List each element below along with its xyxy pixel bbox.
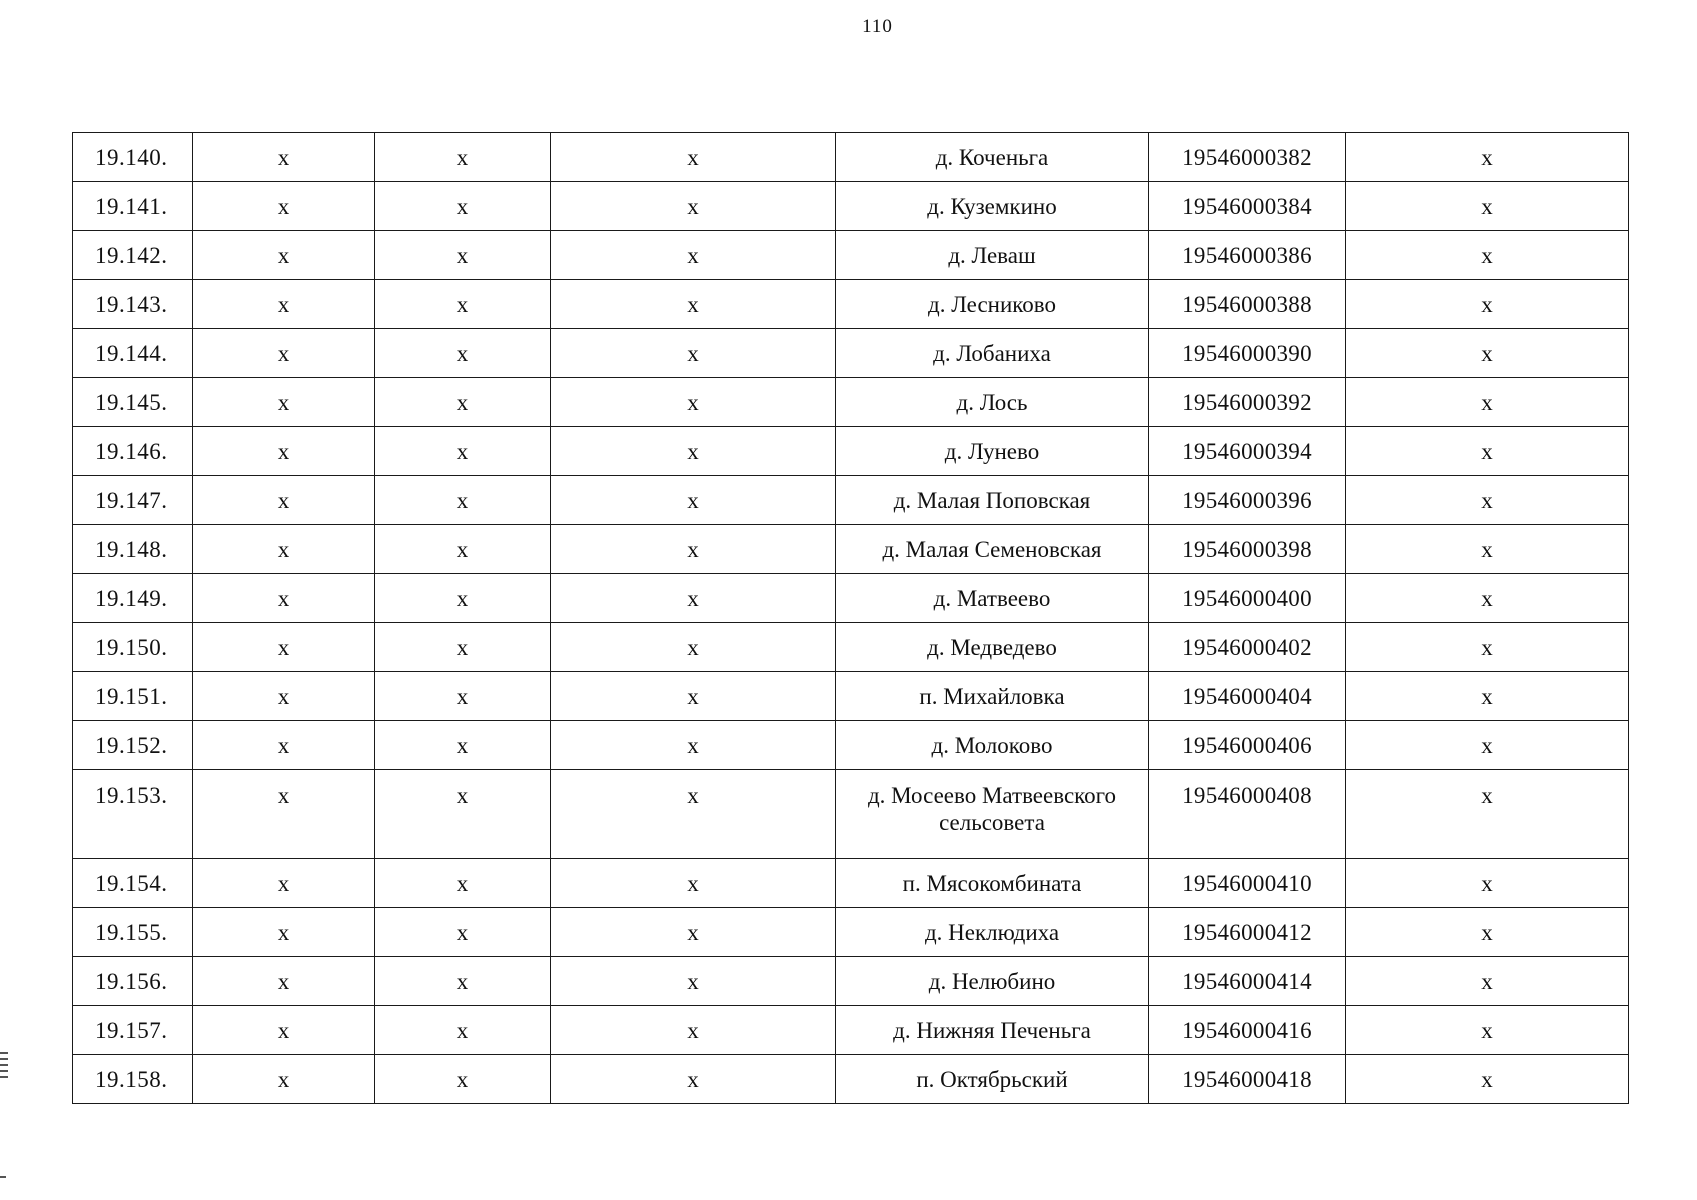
row-number-cell: 19.140.: [73, 133, 193, 182]
column-4-cell: x: [551, 574, 836, 623]
column-4-cell: x: [551, 1006, 836, 1055]
settlement-name-cell: д. Медведево: [836, 623, 1149, 672]
column-7-cell: x: [1346, 957, 1629, 1006]
oktmo-code-cell: 19546000396: [1149, 476, 1346, 525]
table-row: [73, 476, 1629, 525]
column-3-cell: x: [375, 329, 551, 378]
column-7-cell: x: [1346, 623, 1629, 672]
column-3-cell: x: [375, 525, 551, 574]
page-number: 110: [862, 16, 893, 37]
oktmo-code-cell: 19546000418: [1149, 1055, 1346, 1104]
table-row: [73, 574, 1629, 623]
settlements-table: [72, 132, 1629, 1104]
column-4-cell: x: [551, 378, 836, 427]
column-3-cell: x: [375, 623, 551, 672]
settlement-name-cell: д. Лось: [836, 378, 1149, 427]
row-number-cell: 19.152.: [73, 721, 193, 770]
oktmo-code-cell: 19546000388: [1149, 280, 1346, 329]
column-7-cell: x: [1346, 231, 1629, 280]
scan-edge-dash: [0, 1176, 6, 1178]
column-7-cell: x: [1346, 329, 1629, 378]
table-row: [73, 133, 1629, 182]
column-7-cell: x: [1346, 1055, 1629, 1104]
column-4-cell: x: [551, 859, 836, 908]
row-number-cell: 19.144.: [73, 329, 193, 378]
column-4-cell: x: [551, 770, 836, 859]
column-4-cell: x: [551, 1055, 836, 1104]
settlement-name-cell: д. Коченьга: [836, 133, 1149, 182]
oktmo-code-cell: 19546000392: [1149, 378, 1346, 427]
table-row: [73, 770, 1629, 859]
column-4-cell: x: [551, 672, 836, 721]
table-row: [73, 908, 1629, 957]
row-number-cell: 19.150.: [73, 623, 193, 672]
oktmo-code-cell: 19546000398: [1149, 525, 1346, 574]
row-number-cell: 19.158.: [73, 1055, 193, 1104]
row-number-cell: 19.156.: [73, 957, 193, 1006]
column-2-cell: x: [193, 133, 375, 182]
column-3-cell: x: [375, 476, 551, 525]
oktmo-code-cell: 19546000382: [1149, 133, 1346, 182]
row-number-cell: 19.146.: [73, 427, 193, 476]
column-4-cell: x: [551, 957, 836, 1006]
column-7-cell: x: [1346, 133, 1629, 182]
column-7-cell: x: [1346, 378, 1629, 427]
settlement-name-cell: д. Лобаниха: [836, 329, 1149, 378]
column-2-cell: x: [193, 1055, 375, 1104]
column-3-cell: x: [375, 770, 551, 859]
column-3-cell: x: [375, 182, 551, 231]
column-4-cell: x: [551, 721, 836, 770]
table-row: [73, 378, 1629, 427]
table-row: [73, 672, 1629, 721]
column-3-cell: x: [375, 859, 551, 908]
row-number-cell: 19.142.: [73, 231, 193, 280]
row-number-cell: 19.141.: [73, 182, 193, 231]
oktmo-code-cell: 19546000384: [1149, 182, 1346, 231]
table-row: [73, 182, 1629, 231]
column-3-cell: x: [375, 231, 551, 280]
settlement-name-cell: д. Неклюдиха: [836, 908, 1149, 957]
settlement-name-cell: д. Малая Семеновская: [836, 525, 1149, 574]
oktmo-code-cell: 19546000400: [1149, 574, 1346, 623]
row-number-cell: 19.145.: [73, 378, 193, 427]
column-7-cell: x: [1346, 672, 1629, 721]
column-4-cell: x: [551, 329, 836, 378]
row-number-cell: 19.153.: [73, 770, 193, 859]
column-2-cell: x: [193, 908, 375, 957]
column-7-cell: x: [1346, 574, 1629, 623]
column-7-cell: x: [1346, 859, 1629, 908]
table-row: [73, 1055, 1629, 1104]
column-2-cell: x: [193, 770, 375, 859]
oktmo-code-cell: 19546000416: [1149, 1006, 1346, 1055]
table-row: [73, 280, 1629, 329]
column-3-cell: x: [375, 133, 551, 182]
column-3-cell: x: [375, 1006, 551, 1055]
column-3-cell: x: [375, 378, 551, 427]
settlement-name-cell: д. Куземкино: [836, 182, 1149, 231]
column-7-cell: x: [1346, 280, 1629, 329]
row-number-cell: 19.155.: [73, 908, 193, 957]
table-row: [73, 623, 1629, 672]
column-2-cell: x: [193, 427, 375, 476]
settlement-name-cell: д. Нелюбино: [836, 957, 1149, 1006]
oktmo-code-cell: 19546000402: [1149, 623, 1346, 672]
table-row: [73, 957, 1629, 1006]
row-number-cell: 19.147.: [73, 476, 193, 525]
column-2-cell: x: [193, 859, 375, 908]
column-2-cell: x: [193, 231, 375, 280]
column-7-cell: x: [1346, 427, 1629, 476]
row-number-cell: 19.151.: [73, 672, 193, 721]
column-4-cell: x: [551, 133, 836, 182]
oktmo-code-cell: 19546000386: [1149, 231, 1346, 280]
row-number-cell: 19.149.: [73, 574, 193, 623]
column-2-cell: x: [193, 574, 375, 623]
column-4-cell: x: [551, 525, 836, 574]
oktmo-code-cell: 19546000394: [1149, 427, 1346, 476]
column-7-cell: x: [1346, 476, 1629, 525]
column-2-cell: x: [193, 280, 375, 329]
column-3-cell: x: [375, 280, 551, 329]
oktmo-code-cell: 19546000406: [1149, 721, 1346, 770]
settlement-name-cell: д. Молоково: [836, 721, 1149, 770]
oktmo-code-cell: 19546000408: [1149, 770, 1346, 859]
column-2-cell: x: [193, 623, 375, 672]
settlement-name-cell: п. Михайловка: [836, 672, 1149, 721]
column-2-cell: x: [193, 721, 375, 770]
settlement-name-cell: д. Малая Поповская: [836, 476, 1149, 525]
column-3-cell: x: [375, 672, 551, 721]
settlement-name-cell: д. Лесниково: [836, 280, 1149, 329]
column-7-cell: x: [1346, 770, 1629, 859]
column-2-cell: x: [193, 957, 375, 1006]
column-4-cell: x: [551, 623, 836, 672]
column-4-cell: x: [551, 476, 836, 525]
column-2-cell: x: [193, 476, 375, 525]
column-3-cell: x: [375, 427, 551, 476]
column-4-cell: x: [551, 427, 836, 476]
column-4-cell: x: [551, 908, 836, 957]
column-2-cell: x: [193, 1006, 375, 1055]
oktmo-code-cell: 19546000390: [1149, 329, 1346, 378]
column-3-cell: x: [375, 721, 551, 770]
column-4-cell: x: [551, 280, 836, 329]
table-row: [73, 525, 1629, 574]
column-2-cell: x: [193, 525, 375, 574]
settlement-name-cell: д. Мосеево Матвеевского сельсовета: [836, 770, 1149, 859]
column-3-cell: x: [375, 574, 551, 623]
row-number-cell: 19.157.: [73, 1006, 193, 1055]
column-2-cell: x: [193, 378, 375, 427]
settlement-name-cell: д. Леваш: [836, 231, 1149, 280]
oktmo-code-cell: 19546000404: [1149, 672, 1346, 721]
table-row: [73, 231, 1629, 280]
column-2-cell: x: [193, 182, 375, 231]
row-number-cell: 19.143.: [73, 280, 193, 329]
settlement-name-cell: п. Октябрьский: [836, 1055, 1149, 1104]
column-7-cell: x: [1346, 182, 1629, 231]
oktmo-code-cell: 19546000412: [1149, 908, 1346, 957]
column-3-cell: x: [375, 957, 551, 1006]
row-number-cell: 19.148.: [73, 525, 193, 574]
table-row: [73, 721, 1629, 770]
column-3-cell: x: [375, 1055, 551, 1104]
column-3-cell: x: [375, 908, 551, 957]
table-row: [73, 427, 1629, 476]
column-4-cell: x: [551, 182, 836, 231]
oktmo-code-cell: 19546000410: [1149, 859, 1346, 908]
table-row: [73, 859, 1629, 908]
table-row: [73, 329, 1629, 378]
column-7-cell: x: [1346, 525, 1629, 574]
column-7-cell: x: [1346, 1006, 1629, 1055]
column-4-cell: x: [551, 231, 836, 280]
settlement-name-cell: п. Мясокомбината: [836, 859, 1149, 908]
settlement-name-cell: д. Нижняя Печеньга: [836, 1006, 1149, 1055]
column-2-cell: x: [193, 672, 375, 721]
column-7-cell: x: [1346, 721, 1629, 770]
column-7-cell: x: [1346, 908, 1629, 957]
scan-edge-marks: [0, 1052, 8, 1082]
table-body: [73, 133, 1629, 1104]
table-row: [73, 1006, 1629, 1055]
oktmo-code-cell: 19546000414: [1149, 957, 1346, 1006]
column-2-cell: x: [193, 329, 375, 378]
settlement-name-cell: д. Лунево: [836, 427, 1149, 476]
settlement-name-cell: д. Матвеево: [836, 574, 1149, 623]
row-number-cell: 19.154.: [73, 859, 193, 908]
